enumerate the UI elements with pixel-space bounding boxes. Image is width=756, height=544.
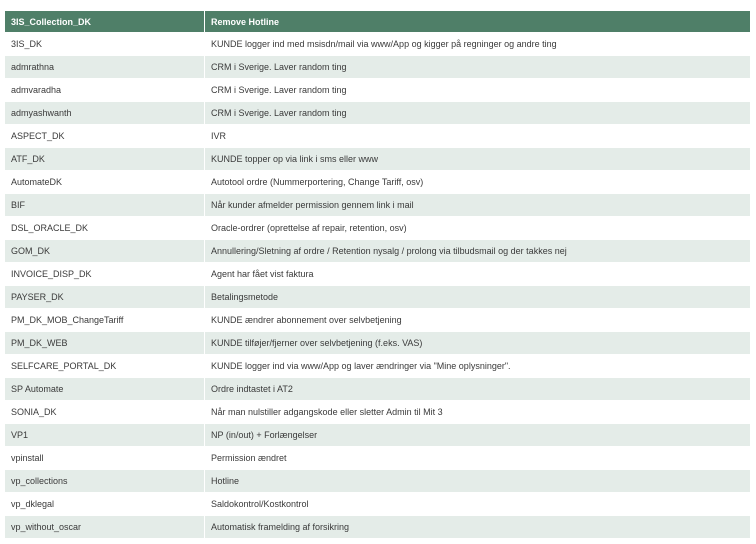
table-row: [5, 286, 751, 309]
cell-user: BIF: [5, 194, 205, 217]
table-header: [5, 11, 751, 33]
cell-user: AutomateDK: [5, 171, 205, 194]
header-col-user: 3IS_Collection_DK: [5, 11, 205, 33]
table-row: [5, 447, 751, 470]
cell-user: ASPECT_DK: [5, 125, 205, 148]
cell-user: GOM_DK: [5, 240, 205, 263]
cell-user: PM_DK_WEB: [5, 332, 205, 355]
table-row: [5, 194, 751, 217]
cell-description: Annullering/Sletning af ordre / Retention nysalg / prolong via tilbudsmail og der takkes nej: [205, 240, 751, 263]
cell-user: ATF_DK: [5, 148, 205, 171]
cell-user: admyashwanth: [5, 102, 205, 125]
table-row: [5, 217, 751, 240]
cell-description: KUNDE logger ind via www/App og laver ændringer via "Mine oplysninger".: [205, 355, 751, 378]
cell-description: Agent har fået vist faktura: [205, 263, 751, 286]
cell-description: CRM i Sverige. Laver random ting: [205, 56, 751, 79]
cell-description: Permission ændret: [205, 447, 751, 470]
table-row: [5, 424, 751, 447]
table-row: [5, 332, 751, 355]
cell-description: KUNDE logger ind med msisdn/mail via www/App og kigger på regninger og andre ting: [205, 33, 751, 56]
cell-description: Betalingsmetode: [205, 286, 751, 309]
cell-user: SONIA_DK: [5, 401, 205, 424]
table-row: [5, 240, 751, 263]
table-row: [5, 355, 751, 378]
cell-user: vp_without_oscar: [5, 516, 205, 539]
table-row: [5, 401, 751, 424]
table-row: [5, 516, 751, 539]
table-row: [5, 56, 751, 79]
cell-description: Saldokontrol/Kostkontrol: [205, 493, 751, 516]
cell-description: IVR: [205, 125, 751, 148]
cell-description: CRM i Sverige. Laver random ting: [205, 102, 751, 125]
data-table-container: [4, 10, 750, 539]
cell-description: Oracle-ordrer (oprettelse af repair, retention, osv): [205, 217, 751, 240]
table-row: [5, 33, 751, 56]
table-body: [5, 33, 751, 539]
cell-description: Hotline: [205, 470, 751, 493]
cell-description: Automatisk framelding af forsikring: [205, 516, 751, 539]
cell-description: NP (in/out) + Forlængelser: [205, 424, 751, 447]
cell-description: Når kunder afmelder permission gennem link i mail: [205, 194, 751, 217]
cell-user: vp_dklegal: [5, 493, 205, 516]
table-row: [5, 309, 751, 332]
cell-user: DSL_ORACLE_DK: [5, 217, 205, 240]
cell-user: PM_DK_MOB_ChangeTariff: [5, 309, 205, 332]
cell-user: vpinstall: [5, 447, 205, 470]
cell-user: INVOICE_DISP_DK: [5, 263, 205, 286]
cell-user: SP Automate: [5, 378, 205, 401]
cell-description: Autotool ordre (Nummerportering, Change Tariff, osv): [205, 171, 751, 194]
header-col-description: Remove Hotline: [205, 11, 751, 33]
table-row: [5, 470, 751, 493]
cell-user: 3IS_DK: [5, 33, 205, 56]
cell-description: KUNDE ændrer abonnement over selvbetjening: [205, 309, 751, 332]
header-row: [5, 11, 751, 33]
hotline-table: [4, 10, 751, 539]
table-row: [5, 148, 751, 171]
cell-description: KUNDE tilføjer/fjerner over selvbetjening (f.eks. VAS): [205, 332, 751, 355]
cell-user: vp_collections: [5, 470, 205, 493]
cell-user: SELFCARE_PORTAL_DK: [5, 355, 205, 378]
cell-description: Ordre indtastet i AT2: [205, 378, 751, 401]
table-row: [5, 79, 751, 102]
cell-user: admrathna: [5, 56, 205, 79]
cell-user: PAYSER_DK: [5, 286, 205, 309]
table-row: [5, 171, 751, 194]
table-row: [5, 102, 751, 125]
cell-description: Når man nulstiller adgangskode eller sletter Admin til Mit 3: [205, 401, 751, 424]
table-row: [5, 125, 751, 148]
table-row: [5, 378, 751, 401]
cell-description: KUNDE topper op via link i sms eller www: [205, 148, 751, 171]
cell-description: CRM i Sverige. Laver random ting: [205, 79, 751, 102]
table-row: [5, 493, 751, 516]
cell-user: VP1: [5, 424, 205, 447]
table-row: [5, 263, 751, 286]
cell-user: admvaradha: [5, 79, 205, 102]
